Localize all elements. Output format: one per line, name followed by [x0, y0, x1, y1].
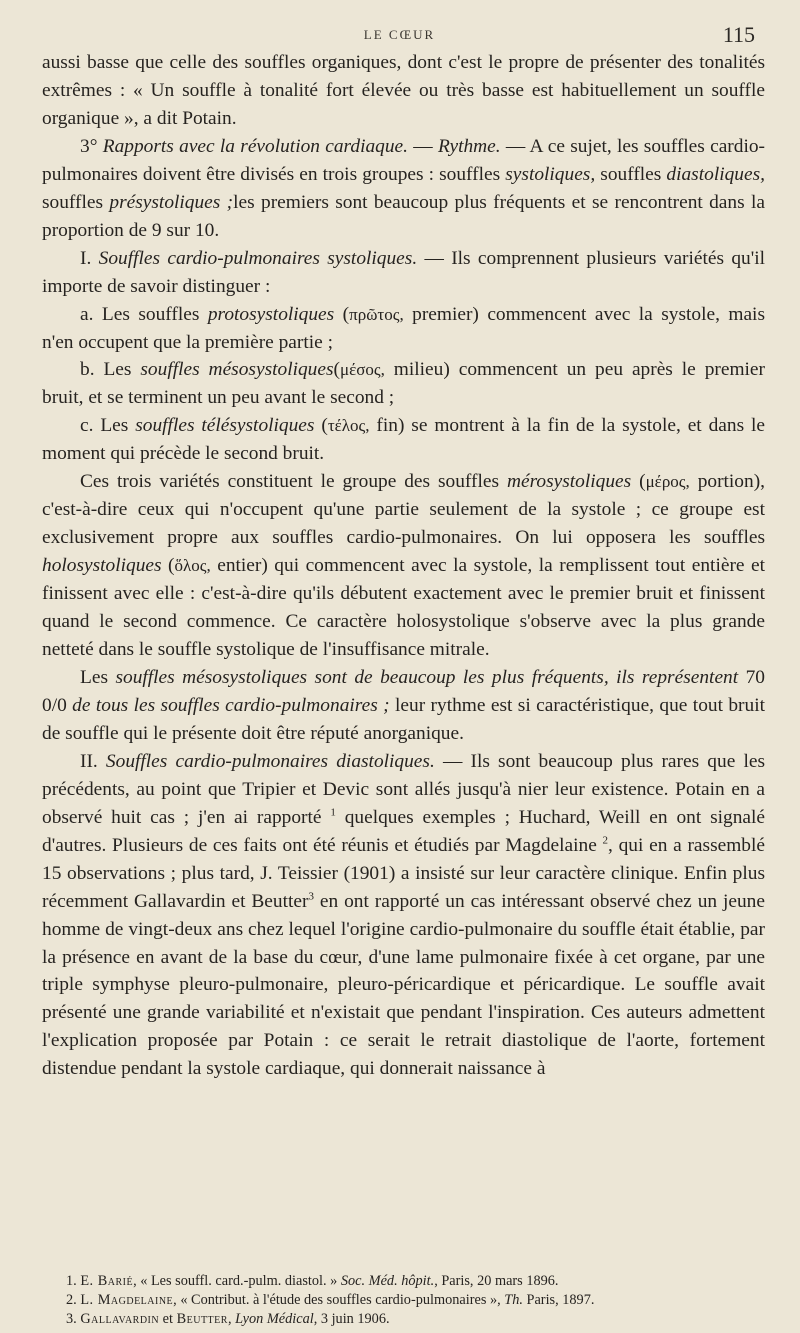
paragraph-telesystoliques: c. Les souffles télésystoliques (τέλος, fin) se montrent à la fin de la systole, et dans le moment qui précède le second bruit. [42, 415, 766, 465]
footnote-ref[interactable]: 2 [602, 834, 609, 847]
greek-word: μέρος, [645, 472, 690, 492]
paragraph-continued: aussi basse que celle des souffles organiques, dont c'est le propre de présenter des tonalités extrêmes : « Un souffle à tonalité fort élevée ou très basse est habituellement un souffle organique », a dit Potain. [42, 52, 765, 129]
greek-word: πρῶτος, [349, 304, 404, 324]
greek-word: ὅλος, [174, 556, 211, 576]
section-heading-diastoliques: Souffles cardio-pulmonaires diastoliques. [105, 750, 435, 772]
section-heading-rythme: Rythme. [437, 135, 501, 157]
paragraph-diastoliques: II. Souffles cardio-pulmonaires diastoliques. — Ils sont beaucoup plus rares que les précédents, au point que Tripier et Devic sont allés jusqu'à nier leur existence. Potain en a observé huit cas ; j'en ai rapporté $^1$ quelques exemples ; Huchard, Weill en ont signalé d'autres. Plusieurs de ces faits ont été réunis et étudiés par Magdelaine $^2$, qui en a rassemblé 15 observations ; plus tard, J. Teissier (1901) a insisté sur leur caractère clinique. Enfin plus récemment Gallavardin et Beutter$^3$ en ont rapporté un cas intéressant observé chez un jeune homme de vingt-deux ans chez lequel l'origine cardio-pulmonaire du souffle était établie, par la présence en avant de la base du cœur, d'une lame pulmonaire fixée à cet organe, par une triple symphyse pleuro-pulmonaire, pleuro-péricardique et péricardique. Le souffle avait présenté une grande variabilité et n'existait que pendant l'inspiration. Ces auteurs admettent l'explication proposée par Potain : ce serait le retrait diastolique de l'aorte, fortement distendue pendant la systole cardiaque, qui donnerait naissance à [42, 750, 765, 1080]
body-text [42, 49, 765, 1083]
paragraph-protosystoliques: a. Les souffles protosystoliques (πρῶτος, premier) commencent avec la systole, mais n'en occupent que la première partie ; [42, 303, 765, 353]
footnote: 3. Gallavardin et Beutter, Lyon Médical, 3 juin 1906. [66, 1311, 390, 1327]
paragraph-rapports: 3° Rapports avec la révolution cardiaque. — Rythme. — A ce sujet, les souffles cardio-pulmonaires doivent être divisés en trois groupes : souffles systoliques, souffles diastoliques, souffles présystoliques ;les premiers sont beaucoup plus fréquents et se rencontrent dans la proportion de 9 sur 10. [42, 135, 765, 241]
page-number: 115 [722, 22, 755, 47]
footnote-ref[interactable]: 1 [330, 806, 336, 819]
paragraph-systoliques: I. Souffles cardio-pulmonaires systoliques. — Ils comprennent plusieurs variétés qu'il importe de savoir distinguer : [42, 247, 766, 297]
footnote-ref[interactable]: 3 [308, 890, 314, 903]
greek-word: μέσος, [339, 360, 385, 380]
footnotes [44, 1272, 763, 1329]
greek-word: τέλος, [327, 416, 370, 436]
running-title: LE CŒUR [363, 27, 436, 42]
footnote: 2. L. Magdelaine, « Contribut. à l'étude des souffles cardio-pulmonaires », Th. Paris, 1897. [66, 1292, 595, 1308]
running-head [44, 22, 755, 48]
paragraph-mesosystoliques: b. Les souffles mésosystoliques(μέσος, milieu) commencent un peu après le premier bruit, et se terminent un peu avant le second ; [42, 359, 765, 409]
section-heading-rapports: Rapports avec la révolution cardiaque. [102, 135, 409, 157]
paragraph-merosystoliques: Ces trois variétés constituent le groupe des souffles mérosystoliques (μέρος, portion), c'est-à-dire ceux qui n'occupent qu'une partie seulement de la systole ; ce groupe est exclusivement propre aux souffles cardio-pulmonaires. On lui opposera les souffles holosystoliques (ὅλος, entier) qui commencent avec la systole, la remplissent tout entière et finissent avec elle : c'est-à-dire qu'ils débutent exactement avec le premier bruit et finissent quand le second commence. Ce caractère holosystolique s'observe avec la plus grande netteté dans le souffle systolique de l'insuffisance mitrale. [42, 471, 766, 661]
footnote: 1. E. Barié, « Les souffl. card.-pulm. diastol. » Soc. Méd. hôpit., Paris, 20 mars 1896. [66, 1273, 559, 1289]
paragraph-frequence: Les souffles mésosystoliques sont de beaucoup les plus fréquents, ils représentent 70 0/0 de tous les souffles cardio-pulmonaires ; leur rythme est si caractéristique, que tout bruit de souffle qui le présente doit être réputé anorganique. [42, 666, 765, 744]
section-heading-systoliques: Souffles cardio-pulmonaires systoliques. [98, 247, 418, 269]
